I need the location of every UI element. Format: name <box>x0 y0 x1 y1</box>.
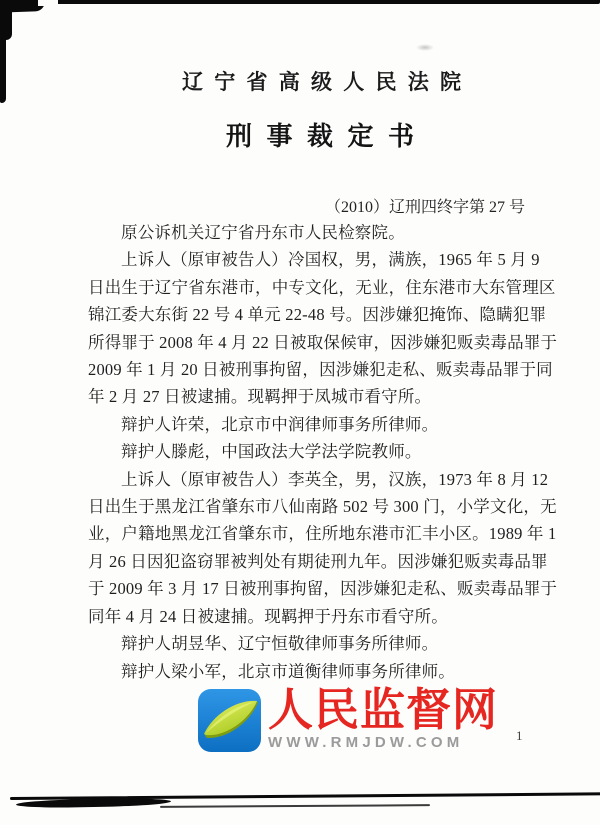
scan-edge-artifact-top <box>55 0 600 4</box>
body-line: 2009 年 1 月 20 日被刑事拘留，因涉嫌犯走私、贩卖毒品罪于同 <box>88 360 553 380</box>
body-line: 日出生于黑龙江省肇东市八仙南路 502 号 300 门，小学文化，无 <box>88 497 557 517</box>
site-watermark-logo <box>198 686 498 752</box>
body-line: 所得罪于 2008 年 4 月 22 日被取保候审，因涉嫌犯贩卖毒品罪于 <box>88 332 558 352</box>
body-line: 日出生于辽宁省东港市，中专文化，无业，住东港市大东管理区 <box>88 277 556 297</box>
body-line: 年 2 月 27 日被逮捕。现羁押于凤城市看守所。 <box>88 387 432 407</box>
page-number: 1 <box>516 728 523 743</box>
document-title: 刑 事 裁 定 书 <box>225 122 418 151</box>
body-line: 辩护人胡昱华、辽宁恒敬律师事务所律师。 <box>121 634 439 654</box>
document-body <box>88 219 558 685</box>
body-line: 上诉人（原审被告人）李英全，男，汉族，1973 年 8 月 12 <box>121 469 549 489</box>
court-name-heading: 辽 宁 省 高 级 人 民 法 院 <box>182 70 464 94</box>
scan-edge-artifact-bottom-line-2 <box>160 804 430 808</box>
body-line: 月 26 日因犯盗窃罪被判处有期徒刑九年。因涉嫌犯贩卖毒品罪 <box>88 551 548 571</box>
body-line: 上诉人（原审被告人）冷国权，男，满族，1965 年 5 月 9 <box>121 250 540 270</box>
body-line: 辩护人滕彪，中国政法大学法学院教师。 <box>121 442 422 462</box>
body-line: 辩护人梁小军，北京市道衡律师事务所律师。 <box>121 661 455 681</box>
watermark-text-column <box>268 686 498 751</box>
site-url: WWW.RMJDW.COM <box>268 734 464 751</box>
body-line: 锦江委大东街 22 号 4 单元 22-48 号。因涉嫌犯掩饰、隐瞒犯罪 <box>88 305 547 325</box>
case-number: （2010）辽刑四终字第 27 号 <box>324 199 525 216</box>
scan-smudge <box>416 44 434 51</box>
scan-edge-gap <box>38 0 58 6</box>
site-name: 人民监督网 <box>268 684 499 735</box>
body-line: 于 2009 年 3 月 17 日被刑事拘留，因涉嫌犯走私、贩卖毒品罪于 <box>88 579 558 599</box>
body-line: 业，户籍地黑龙江省肇东市，住所地东港市汇丰小区。1989 年 1 <box>88 524 557 544</box>
leaf-icon <box>198 689 261 752</box>
body-line: 原公诉机关辽宁省丹东市人民检察院。 <box>121 223 405 242</box>
body-line: 同年 4 月 24 日被逮捕。现羁押于丹东市看守所。 <box>88 606 448 626</box>
body-line: 辩护人许荣，北京市中润律师事务所律师。 <box>121 414 439 434</box>
